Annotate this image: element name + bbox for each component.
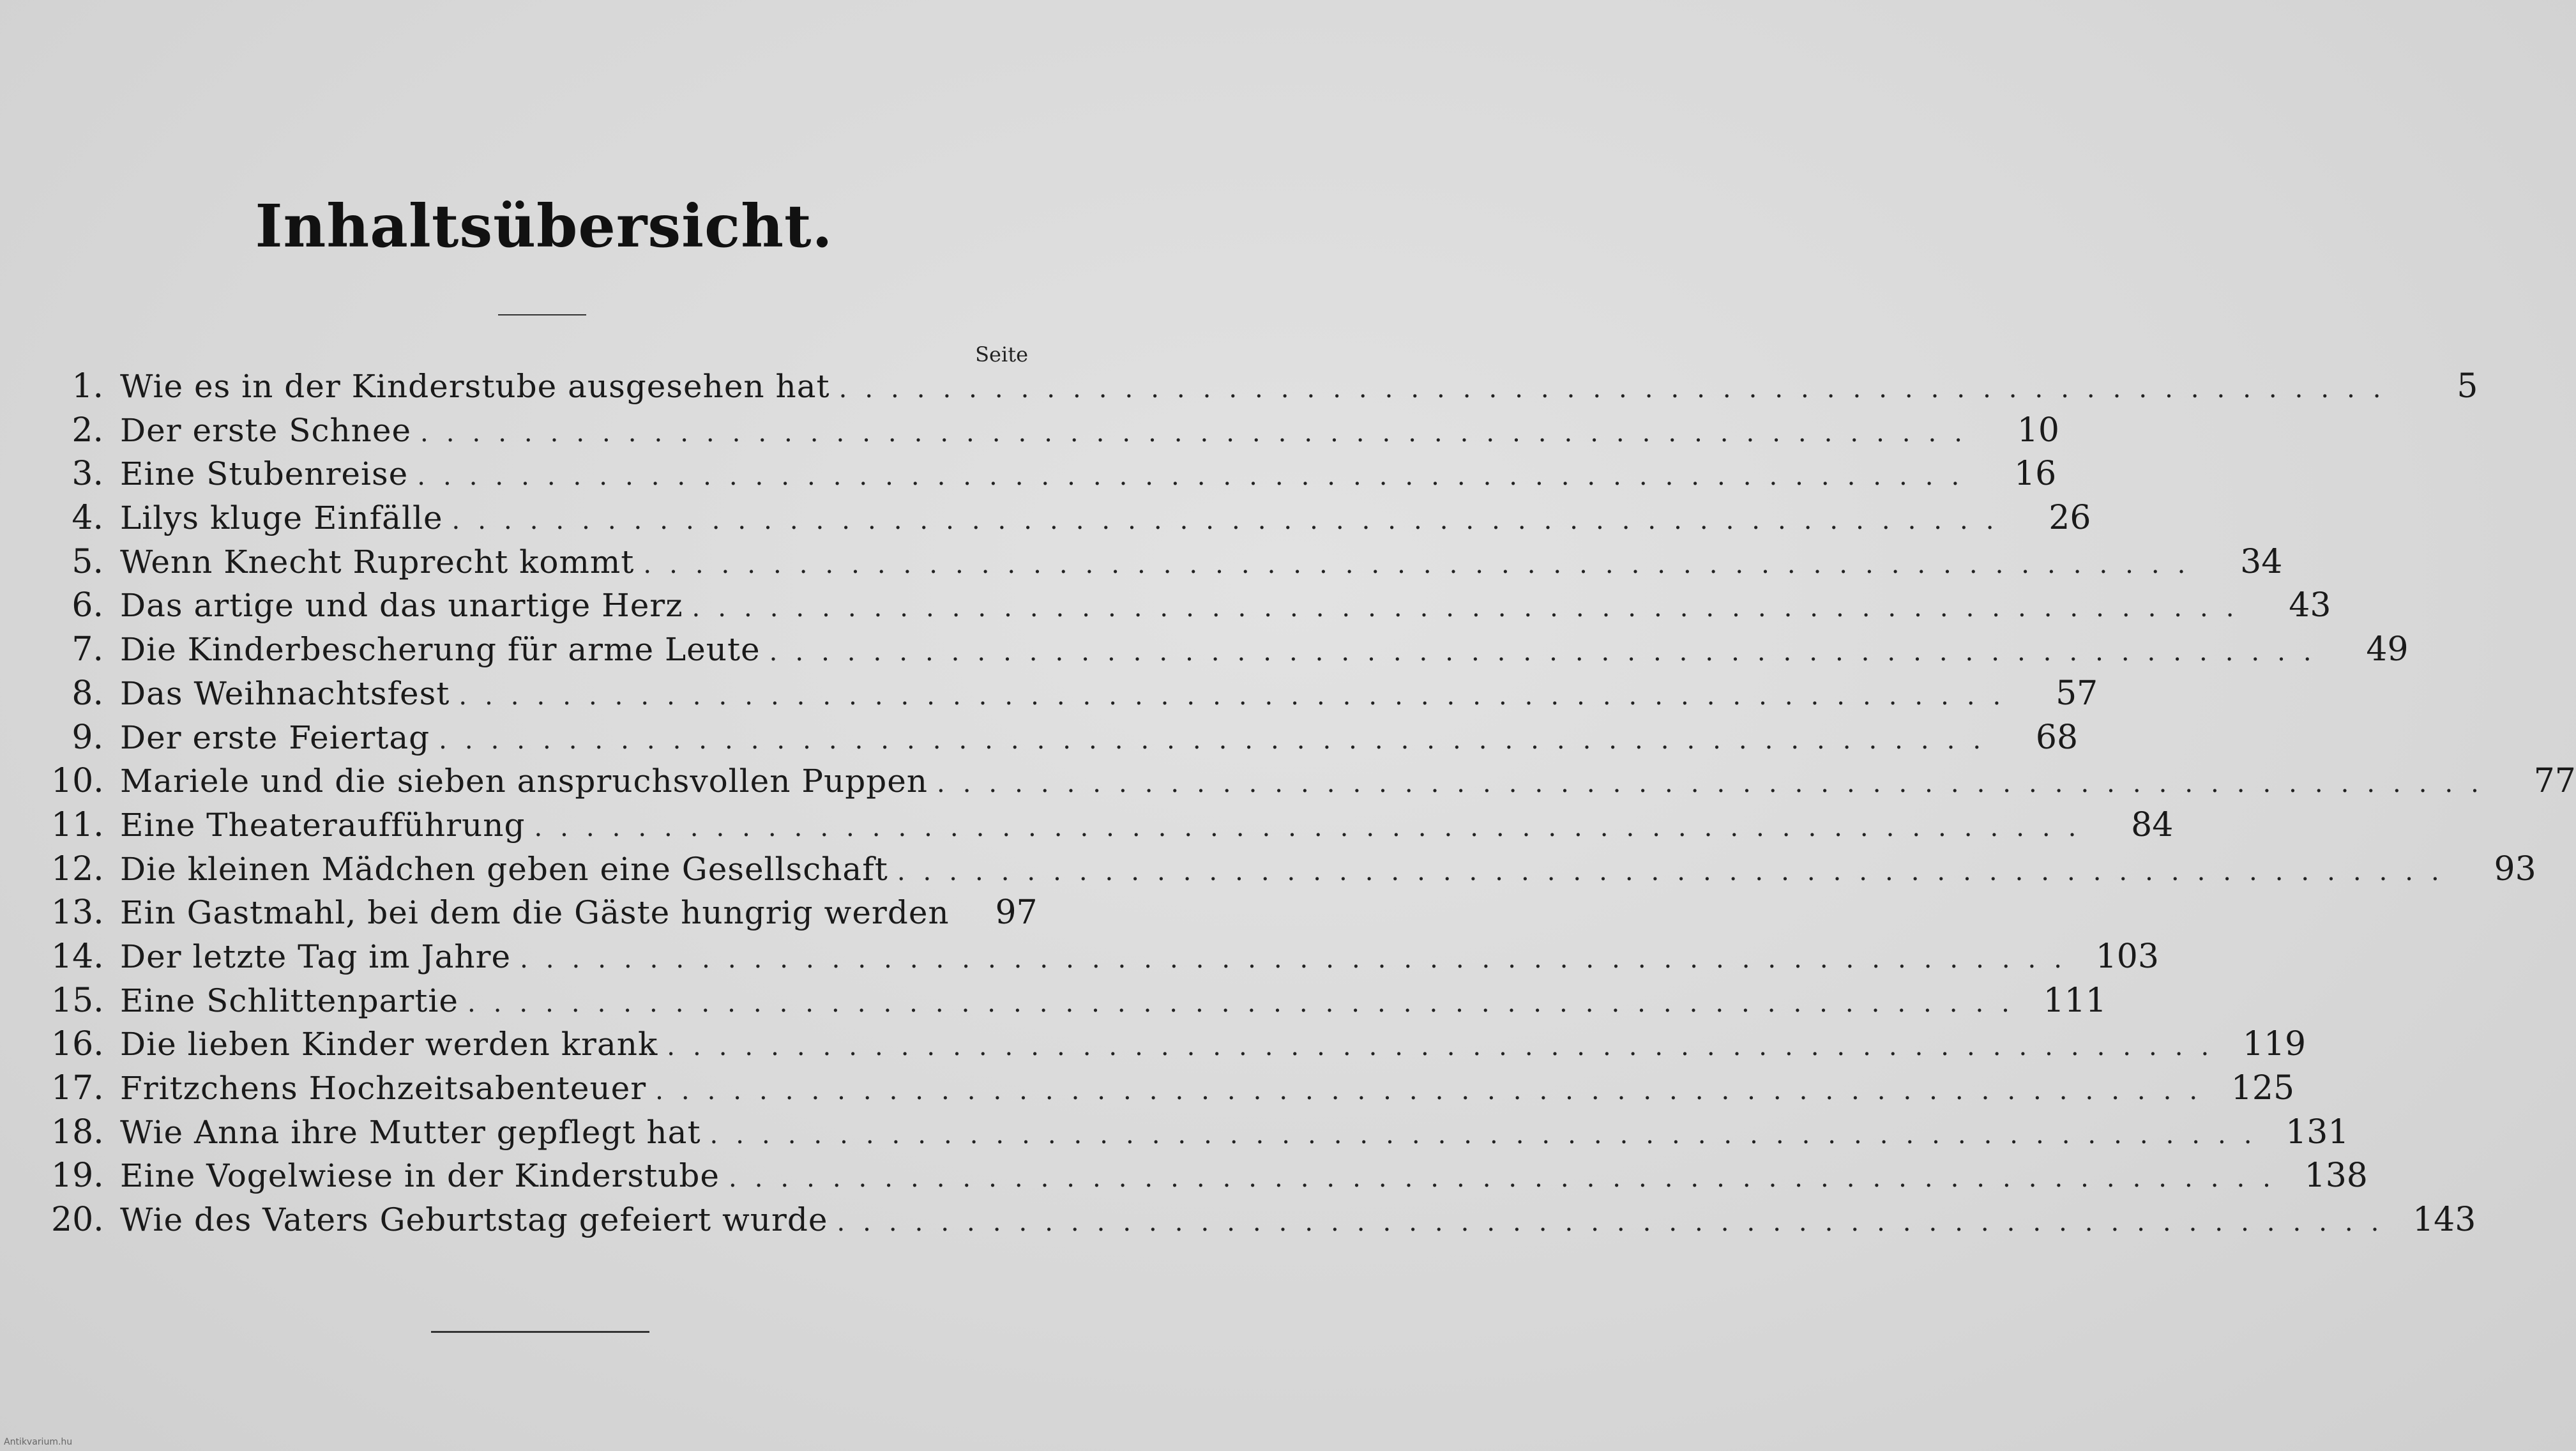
entry-number: 12. — [51, 849, 104, 888]
entry-title: Der letzte Tag im Jahre — [120, 938, 511, 975]
page-title: Inhaltsübersicht. — [255, 192, 833, 261]
entry-title: Mariele und die sieben anspruchsvollen Puppen — [120, 763, 928, 800]
entry-title: Das Weihnachtsfest — [120, 674, 450, 712]
dot-leader: ............................................................ — [838, 374, 2399, 404]
bottom-divider — [431, 1331, 649, 1333]
toc-entry — [51, 674, 2098, 718]
entry-page-number: 49 — [2366, 630, 2409, 669]
toc-entry — [51, 718, 2079, 763]
entry-title: Eine Vogelwiese in der Kinderstube — [120, 1157, 720, 1195]
entry-page-number: 68 — [2035, 718, 2079, 757]
toc-entry — [51, 981, 2107, 1026]
toc-entry — [51, 411, 2059, 455]
toc-entry — [51, 849, 2536, 894]
dot-leader: ............................................................ — [837, 1208, 2397, 1238]
entry-page-number: 119 — [2242, 1025, 2307, 1064]
entry-page-number: 143 — [2413, 1201, 2476, 1240]
dot-leader: ............................................................ — [937, 769, 2497, 799]
entry-page-number: 103 — [2095, 937, 2159, 976]
title-divider — [498, 314, 586, 315]
toc-entry — [51, 1157, 2368, 1201]
toc-entry — [51, 499, 2091, 543]
dot-leader: ............................................................ — [458, 681, 2019, 711]
dot-leader: ............................................................ — [451, 506, 2012, 536]
dot-leader: ............................................................ — [643, 549, 2204, 579]
entry-page-number: 5 — [2457, 367, 2478, 406]
entry-title: Wie des Vaters Geburtstag gefeiert wurde — [120, 1201, 828, 1239]
entry-number: 6. — [72, 586, 103, 625]
entry-number: 9. — [72, 718, 103, 757]
entry-title: Der erste Feiertag — [120, 718, 430, 756]
toc-entry — [51, 1025, 2307, 1069]
toc-entry — [51, 1201, 2476, 1245]
toc-entry — [51, 367, 2478, 411]
entry-title: Die Kinderbescherung für arme Leute — [120, 631, 761, 669]
entry-number: 16. — [51, 1025, 104, 1064]
entry-title: Ein Gastmahl, bei dem die Gäste hungrig werden — [120, 894, 950, 932]
toc-entry — [51, 586, 2331, 630]
entry-page-number: 125 — [2231, 1069, 2295, 1107]
entry-title: Die kleinen Mädchen geben eine Gesellschaft — [120, 850, 888, 888]
toc-entry — [51, 805, 2174, 850]
entry-page-number: 84 — [2131, 805, 2174, 844]
dot-leader: ............................................................ — [728, 1164, 2289, 1194]
entry-number: 15. — [51, 981, 104, 1020]
dot-leader: ............................................................ — [897, 856, 2457, 886]
entry-title: Fritzchens Hochzeitsabenteuer — [120, 1070, 647, 1107]
entry-number: 11. — [51, 805, 104, 844]
toc-entry — [51, 630, 2409, 674]
entry-page-number: 131 — [2285, 1113, 2349, 1151]
entry-number: 17. — [51, 1069, 104, 1107]
dot-leader: ............................................................ — [420, 418, 1980, 448]
entry-page-number: 34 — [2240, 542, 2283, 581]
entry-page-number: 111 — [2043, 981, 2107, 1020]
entry-number: 5. — [72, 542, 103, 581]
toc-entry — [51, 1113, 2349, 1157]
entry-number: 3. — [72, 455, 103, 494]
watermark: Antikvarium.hu — [4, 1437, 73, 1447]
toc-entry — [51, 1069, 2295, 1113]
entry-title: Lilys kluge Einfälle — [120, 499, 443, 537]
dot-leader: ............................................................ — [439, 725, 1999, 755]
entry-number: 18. — [51, 1113, 104, 1151]
entry-page-number: 97 — [995, 893, 1038, 932]
entry-page-number: 77 — [2533, 762, 2576, 801]
toc-entry — [51, 762, 2576, 806]
entry-number: 2. — [72, 411, 103, 450]
dot-leader: ............................................................ — [467, 988, 2027, 1018]
entry-number: 14. — [51, 937, 104, 976]
dot-leader: ............................................................ — [520, 944, 2080, 974]
toc-entry — [51, 893, 1038, 938]
entry-page-number: 16 — [2013, 455, 2057, 494]
entry-page-number: 57 — [2056, 674, 2098, 713]
entry-number: 4. — [72, 499, 103, 538]
dot-leader: ............................................................ — [709, 1120, 2270, 1150]
toc-entry — [51, 455, 2057, 499]
entry-page-number: 26 — [2049, 499, 2091, 538]
dot-leader: ............................................................ — [655, 1076, 2216, 1105]
dot-leader: ............................................................ — [769, 637, 2330, 667]
table-of-contents — [51, 367, 2576, 1245]
page-column-header: Seite — [975, 342, 1028, 367]
entry-title: Eine Schlittenpartie — [120, 982, 458, 1019]
entry-title: Das artige und das unartige Herz — [120, 587, 683, 625]
entry-page-number: 93 — [2494, 849, 2536, 888]
toc-entry — [51, 937, 2159, 982]
entry-title: Eine Stubenreise — [120, 455, 409, 493]
toc-entry — [51, 542, 2283, 587]
dot-leader: ............................................................ — [692, 593, 2252, 623]
entry-title: Der erste Schnee — [120, 411, 412, 449]
entry-number: 10. — [51, 762, 104, 801]
entry-number: 1. — [72, 367, 103, 406]
entry-number: 7. — [72, 630, 103, 669]
entry-number: 20. — [51, 1201, 104, 1240]
entry-page-number: 43 — [2289, 586, 2331, 625]
entry-number: 13. — [51, 893, 104, 932]
entry-title: Wenn Knecht Ruprecht kommt — [120, 543, 635, 581]
entry-number: 8. — [72, 674, 103, 713]
entry-number: 19. — [51, 1157, 104, 1196]
dot-leader: ............................................................ — [534, 812, 2095, 842]
entry-title: Wie Anna ihre Mutter gepflegt hat — [120, 1113, 701, 1151]
entry-page-number: 10 — [2017, 411, 2059, 450]
dot-leader: ............................................................ — [417, 462, 1978, 492]
dot-leader: ............................................................ — [667, 1032, 2227, 1062]
entry-title: Eine Theateraufführung — [120, 806, 526, 844]
entry-title: Die lieben Kinder werden krank — [120, 1026, 658, 1063]
entry-title: Wie es in der Kinderstube ausgesehen hat — [120, 368, 830, 405]
entry-page-number: 138 — [2304, 1157, 2368, 1196]
